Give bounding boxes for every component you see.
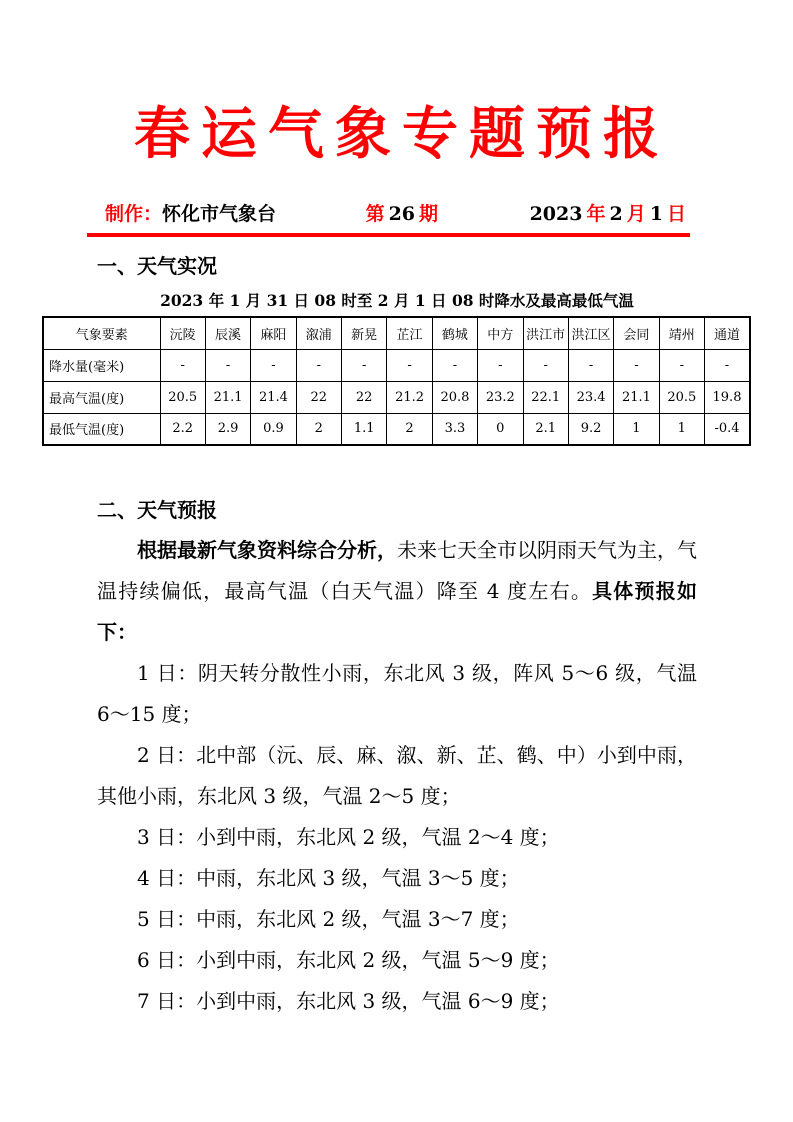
daily-forecast-line: 3 日：小到中雨，东北风 2 级，气温 2～4 度；: [137, 825, 560, 849]
weather-table-value-cell: 1: [659, 413, 704, 445]
weather-table-row-label: 最低气温(度): [43, 413, 160, 445]
weather-table-value-cell: -: [659, 349, 704, 381]
section-heading-weather-forecast: 二、天气预报: [97, 498, 217, 522]
weather-table-header-cell: 麻阳: [251, 317, 296, 349]
weather-table-header-cell: 新晃: [342, 317, 387, 349]
issue-prefix: 第: [365, 203, 385, 225]
daily-forecast-line: 2 日：北中部（沅、辰、麻、溆、新、芷、鹤、中）小到中雨，其他小雨，东北风 3 级，气温 2～5 度；: [97, 743, 697, 808]
weather-table-header-cell: 中方: [478, 317, 523, 349]
daily-forecast-line: 7 日：小到中雨，东北风 3 级，气温 6～9 度；: [137, 989, 560, 1013]
date-month-unit: 月: [626, 203, 646, 225]
weather-table-value-cell: 2.1: [523, 413, 568, 445]
weather-table-row: [43, 381, 750, 413]
date-year: 2023: [529, 203, 583, 225]
weather-table-value-cell: -: [705, 349, 751, 381]
weather-table-value-cell: -: [205, 349, 250, 381]
weather-table-value-cell: -: [432, 349, 477, 381]
weather-table-value-cell: 23.2: [478, 381, 523, 413]
daily-forecast-line: 4 日：中雨，东北风 3 级，气温 3～5 度；: [137, 866, 520, 890]
weather-table-value-cell: 21.4: [251, 381, 296, 413]
forecast-intro-body: 未来七天全市以阴雨天气为主，气温持续偏低，最高气温（白天气温）降至 4 度左右。: [97, 538, 697, 603]
weather-table-value-cell: -: [523, 349, 568, 381]
date-month: 2: [609, 203, 623, 225]
date-year-unit: 年: [586, 203, 606, 225]
weather-table-value-cell: 20.8: [432, 381, 477, 413]
weather-table-header-cell: 靖州: [659, 317, 704, 349]
weather-table-value-cell: 9.2: [568, 413, 613, 445]
issue-number: 26: [388, 203, 416, 225]
document-title: 春运气象专题预报: [134, 101, 670, 167]
weather-table-value-cell: 3.3: [432, 413, 477, 445]
weather-table-value-cell: 23.4: [568, 381, 613, 413]
weather-table-header-cell: 溆浦: [296, 317, 341, 349]
weather-table-value-cell: 21.1: [614, 381, 659, 413]
producer-field: [105, 199, 276, 226]
weather-table-value-cell: -: [160, 349, 205, 381]
forecast-section: [0, 496, 793, 1022]
weather-table-value-cell: 1.1: [342, 413, 387, 445]
weather-table-header-cell: 芷江: [387, 317, 432, 349]
forecast-intro-paragraph: [97, 530, 697, 653]
section-heading-weather-actual: 一、天气实况: [97, 254, 217, 278]
date-day-unit: 日: [666, 203, 686, 225]
daily-forecast-line: 6 日：小到中雨，东北风 2 级，气温 5～9 度；: [137, 948, 560, 972]
document-body: [0, 252, 793, 311]
weather-table-value-cell: -: [296, 349, 341, 381]
masthead: [87, 199, 690, 237]
date-day: 1: [649, 203, 663, 225]
weather-table-header-cell: 气象要素: [43, 317, 160, 349]
weather-table-value-cell: 21.2: [387, 381, 432, 413]
weather-table-value-cell: -: [614, 349, 659, 381]
producer-label: 制作：: [105, 203, 163, 225]
weather-table-header-row: [43, 317, 750, 349]
weather-table-header-cell: 会同: [614, 317, 659, 349]
weather-table-row: [43, 349, 750, 381]
weather-table-value-cell: -: [251, 349, 296, 381]
weather-table-value-cell: 2.9: [205, 413, 250, 445]
weather-table-header-cell: 沅陵: [160, 317, 205, 349]
weather-table-value-cell: 0: [478, 413, 523, 445]
forecast-intro-lead: 根据最新气象资料综合分析，: [137, 538, 397, 562]
weather-table-value-cell: -0.4: [705, 413, 751, 445]
daily-forecast-line: 5 日：中雨，东北风 2 级，气温 3～7 度；: [137, 907, 520, 931]
weather-table-value-cell: 20.5: [659, 381, 704, 413]
weather-table-value-cell: 0.9: [251, 413, 296, 445]
weather-table-header-cell: 洪江市: [523, 317, 568, 349]
forecast-intro-tail: 具体预报如下：: [97, 579, 697, 644]
producer-name: 怀化市气象台: [162, 203, 277, 225]
weather-table-value-cell: 19.8: [705, 381, 751, 413]
issue-number-field: [364, 199, 440, 226]
weather-table-value-cell: 2: [387, 413, 432, 445]
weather-table-header-cell: 辰溪: [205, 317, 250, 349]
weather-table-value-cell: -: [478, 349, 523, 381]
weather-table-title: 2023 年 1 月 31 日 08 时至 2 月 1 日 08 时降水及最高最低气温: [160, 291, 634, 310]
weather-table-value-cell: 22: [342, 381, 387, 413]
weather-table-value-cell: 2.2: [160, 413, 205, 445]
issue-suffix: 期: [419, 203, 439, 225]
weather-table-header-cell: 洪江区: [568, 317, 613, 349]
weather-table-value-cell: 22: [296, 381, 341, 413]
weather-table-value-cell: 21.1: [205, 381, 250, 413]
weather-table-value-cell: 2: [296, 413, 341, 445]
weather-table-row-label: 降水量(毫米): [43, 349, 160, 381]
weather-table-row: [43, 413, 750, 445]
weather-table-value-cell: -: [387, 349, 432, 381]
weather-table-value-cell: 22.1: [523, 381, 568, 413]
weather-table: [42, 316, 751, 446]
weather-table-header-cell: 鹤城: [432, 317, 477, 349]
weather-table-header-cell: 通道: [705, 317, 751, 349]
issue-date: [528, 199, 688, 226]
weather-table-value-cell: -: [342, 349, 387, 381]
weather-table-value-cell: -: [568, 349, 613, 381]
daily-forecast-line: 1 日：阴天转分散性小雨，东北风 3 级，阵风 5～6 级，气温 6～15 度；: [97, 661, 697, 726]
daily-forecast-list: [97, 653, 697, 1022]
weather-table-value-cell: 1: [614, 413, 659, 445]
weather-table-value-cell: 20.5: [160, 381, 205, 413]
weather-table-row-label: 最高气温(度): [43, 381, 160, 413]
